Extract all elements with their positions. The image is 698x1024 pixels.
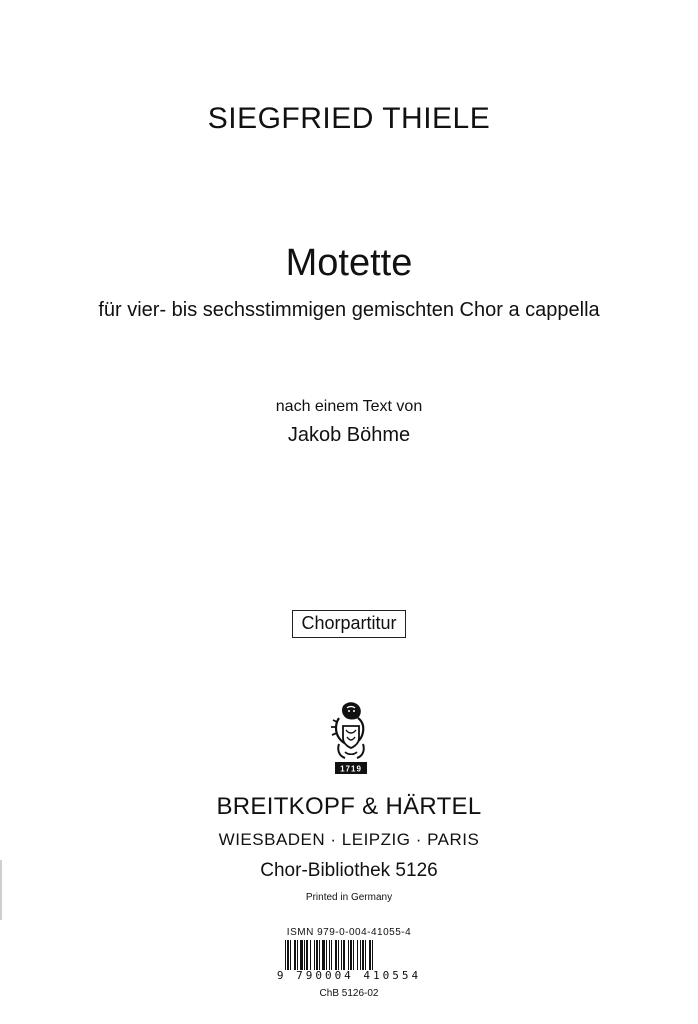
barcode-digits: 9 790004 410554: [276, 969, 422, 982]
printed-in-note: Printed in Germany: [305, 892, 393, 903]
barcode-bar: [326, 940, 327, 970]
barcode-bar: [335, 940, 337, 970]
barcode-bar: [316, 940, 318, 970]
barcode-bar: [287, 940, 289, 970]
barcode-bar: [310, 940, 311, 970]
barcode-bar: [322, 940, 325, 970]
publisher-name: BREITKOPF & HÄRTEL: [216, 793, 482, 820]
barcode-bar: [285, 940, 286, 970]
barcode-bar: [350, 940, 352, 970]
publisher-logo: [0, 700, 698, 780]
work-subtitle: für vier- bis sechsstimmigen gemischten Chor a cappella: [98, 299, 600, 321]
barcode-bar: [357, 940, 358, 970]
barcode-bar: [294, 940, 296, 970]
barcode-bar: [365, 940, 366, 970]
text-source-note: nach einem Text von: [275, 398, 423, 415]
barcode-bar: [319, 940, 320, 970]
composer-name: SIEGFRIED THIELE: [207, 102, 491, 135]
barcode-bar: [353, 940, 354, 970]
series-number: Chor-Bibliothek 5126: [260, 860, 438, 881]
barcode-bar: [338, 940, 339, 970]
text-author: Jakob Böhme: [287, 424, 411, 446]
edition-type-label: Chorpartitur: [292, 610, 405, 638]
barcode-bar: [341, 940, 342, 970]
barcode-bar: [297, 940, 298, 970]
barcode-bar: [362, 940, 364, 970]
svg-text:1719: 1719: [340, 764, 362, 774]
barcode-bar: [304, 940, 305, 970]
barcode-bar: [372, 940, 373, 970]
barcode-bar: [343, 940, 345, 970]
barcode-bars: [283, 940, 415, 970]
catalog-number: ChB 5126-02: [319, 988, 379, 999]
work-title: Motette: [285, 242, 413, 284]
barcode-bar: [314, 940, 315, 970]
barcode-bar: [369, 940, 371, 970]
barcode-bar: [290, 940, 291, 970]
ismn-number: ISMN 979-0-004-41055-4: [286, 927, 412, 938]
barcode-bar: [300, 940, 303, 970]
barcode-bar: [306, 940, 308, 970]
barcode-bar: [348, 940, 349, 970]
barcode-bar: [360, 940, 361, 970]
barcode-bar: [331, 940, 332, 970]
edition-type-container: [0, 610, 698, 638]
barcode-bar: [329, 940, 330, 970]
publisher-cities: WIESBADEN · LEIPZIG · PARIS: [218, 830, 480, 849]
breitkopf-lion-emblem-icon: [321, 700, 377, 780]
